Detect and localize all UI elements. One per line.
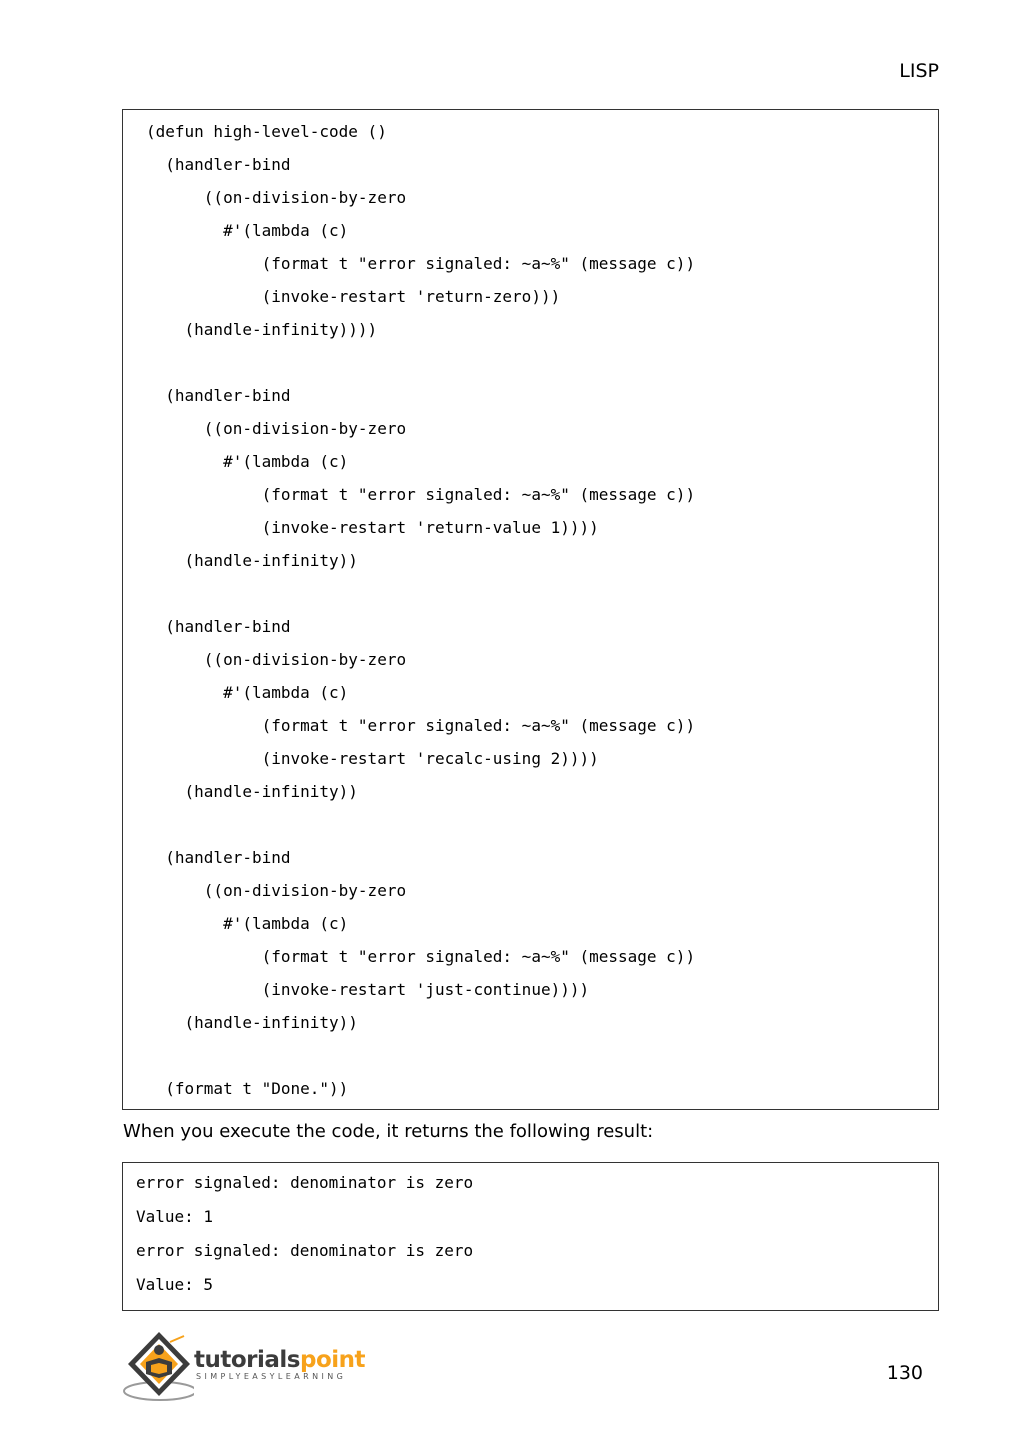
code-line: (handler-bind bbox=[146, 617, 291, 636]
result-line: error signaled: denominator is zero bbox=[136, 1241, 474, 1260]
code-line-blank bbox=[123, 582, 938, 615]
code-line: (handler-bind bbox=[146, 848, 291, 867]
code-line: #'(lambda (c) bbox=[146, 914, 349, 933]
code-line: (invoke-restart 'return-zero))) bbox=[146, 287, 561, 306]
page-number: 130 bbox=[886, 1362, 923, 1384]
running-header-title: LISP bbox=[899, 60, 939, 82]
code-line: (handle-infinity)))) bbox=[146, 320, 378, 339]
code-line: (format t "error signaled: ~a~%" (message c)) bbox=[146, 485, 696, 504]
code-line: (invoke-restart 'just-continue)))) bbox=[146, 980, 590, 999]
code-line-blank bbox=[123, 351, 938, 384]
code-line: (defun high-level-code () bbox=[146, 122, 387, 141]
code-line: (format t "Done.")) bbox=[146, 1079, 349, 1098]
logo-word-dark: tutorials bbox=[194, 1347, 300, 1373]
logo-tagline: SIMPLYEASYLEARNING bbox=[196, 1372, 347, 1381]
result-line: Value: 1 bbox=[136, 1207, 214, 1226]
code-line: ((on-division-by-zero bbox=[146, 881, 407, 900]
code-line: ((on-division-by-zero bbox=[146, 650, 407, 669]
code-line-blank bbox=[123, 813, 938, 846]
logo-word-orange: point bbox=[300, 1347, 366, 1373]
code-line: (format t "error signaled: ~a~%" (message c)) bbox=[146, 254, 696, 273]
code-line: ((on-division-by-zero bbox=[146, 188, 407, 207]
code-line: (handle-infinity)) bbox=[146, 782, 358, 801]
logo-emblem-icon bbox=[122, 1328, 194, 1403]
code-line: (handler-bind bbox=[146, 386, 291, 405]
code-line: (invoke-restart 'return-value 1)))) bbox=[146, 518, 599, 537]
code-line-blank bbox=[123, 1044, 938, 1077]
result-line: Value: 5 bbox=[136, 1275, 214, 1294]
code-line: (invoke-restart 'recalc-using 2)))) bbox=[146, 749, 599, 768]
result-line: error signaled: denominator is zero bbox=[136, 1173, 474, 1192]
code-line: (format t "error signaled: ~a~%" (message c)) bbox=[146, 947, 696, 966]
result-block bbox=[122, 1162, 939, 1311]
code-line: (handler-bind bbox=[146, 155, 291, 174]
code-line: (format t "error signaled: ~a~%" (message c)) bbox=[146, 716, 696, 735]
logo-wordmark bbox=[194, 1347, 365, 1373]
code-line: #'(lambda (c) bbox=[146, 683, 349, 702]
code-line: ((on-division-by-zero bbox=[146, 419, 407, 438]
code-line: (handle-infinity)) bbox=[146, 1013, 358, 1032]
code-line: #'(lambda (c) bbox=[146, 221, 349, 240]
tutorialspoint-logo bbox=[122, 1328, 372, 1403]
result-intro-paragraph: When you execute the code, it returns the following result: bbox=[123, 1121, 654, 1142]
code-line: (handle-infinity)) bbox=[146, 551, 358, 570]
code-block bbox=[122, 109, 939, 1110]
code-line: #'(lambda (c) bbox=[146, 452, 349, 471]
